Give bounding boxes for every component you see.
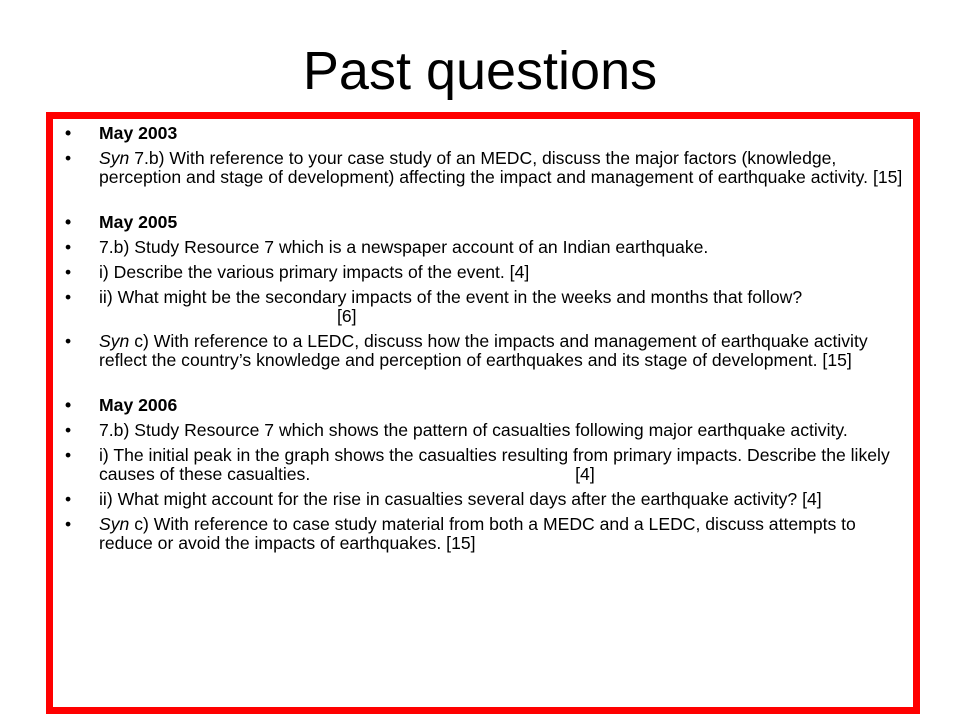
question-text: c) With reference to case study material from both a MEDC and a LEDC, discuss attempts to reduce or avoid the impacts of earthquakes. [15]: [99, 514, 856, 553]
list-item-year-2003: [65, 124, 911, 143]
year-heading: May 2003: [99, 123, 178, 143]
list-item-year-2005: [65, 213, 911, 232]
bullet-icon: •: [65, 395, 72, 415]
question-text: c) With reference to a LEDC, discuss how the impacts and management of earthquake activity reflect the country’s knowledge and perception of earthquakes and its stage of development. [15]: [99, 331, 868, 370]
question-prefix: Syn: [99, 331, 130, 351]
bullet-icon: •: [65, 514, 72, 534]
slide-title: Past questions: [302, 41, 658, 101]
question-mark: [4]: [575, 464, 595, 484]
bullet-icon: •: [65, 123, 72, 143]
questions-list: [65, 124, 911, 559]
question-text: ii) What might account for the rise in casualties several days after the earthquake activity? [4]: [99, 489, 822, 509]
list-item-question: [65, 149, 911, 187]
year-heading: May 2005: [99, 212, 178, 232]
list-item-question: [65, 446, 911, 484]
list-item-question: [65, 421, 911, 440]
year-heading: May 2006: [99, 395, 178, 415]
question-prefix: Syn: [99, 148, 130, 168]
bullet-icon: •: [65, 287, 72, 307]
list-item-question: [65, 238, 911, 257]
question-text: 7.b) Study Resource 7 which is a newspaper account of an Indian earthquake.: [99, 237, 709, 257]
list-item-question: [65, 490, 911, 509]
bullet-icon: •: [65, 262, 72, 282]
bullet-icon: •: [65, 148, 72, 168]
question-prefix: Syn: [99, 514, 130, 534]
bullet-icon: •: [65, 212, 72, 232]
list-item-question: [65, 288, 911, 326]
list-item-question: [65, 515, 911, 553]
list-item-year-2006: [65, 396, 911, 415]
question-text: i) The initial peak in the graph shows the casualties resulting from primary impacts. Describe the likely causes of these casualties.: [99, 445, 890, 484]
bullet-icon: •: [65, 445, 72, 465]
questions-frame: [46, 112, 920, 714]
question-text: ii) What might be the secondary impacts of the event in the weeks and months that follow?: [99, 287, 803, 307]
bullet-icon: •: [65, 237, 72, 257]
question-text: 7.b) With reference to your case study of an MEDC, discuss the major factors (knowledge, perception and stage of development) affecting the impact and management of earthquake activity. [15]: [99, 148, 903, 187]
question-text: i) Describe the various primary impacts of the event. [4]: [99, 262, 530, 282]
bullet-icon: •: [65, 331, 72, 351]
bullet-icon: •: [65, 489, 72, 509]
list-item-question: [65, 332, 911, 370]
question-text: 7.b) Study Resource 7 which shows the pattern of casualties following major earthquake activity.: [99, 420, 848, 440]
list-item-question: [65, 263, 911, 282]
question-mark: [6]: [337, 306, 357, 326]
bullet-icon: •: [65, 420, 72, 440]
